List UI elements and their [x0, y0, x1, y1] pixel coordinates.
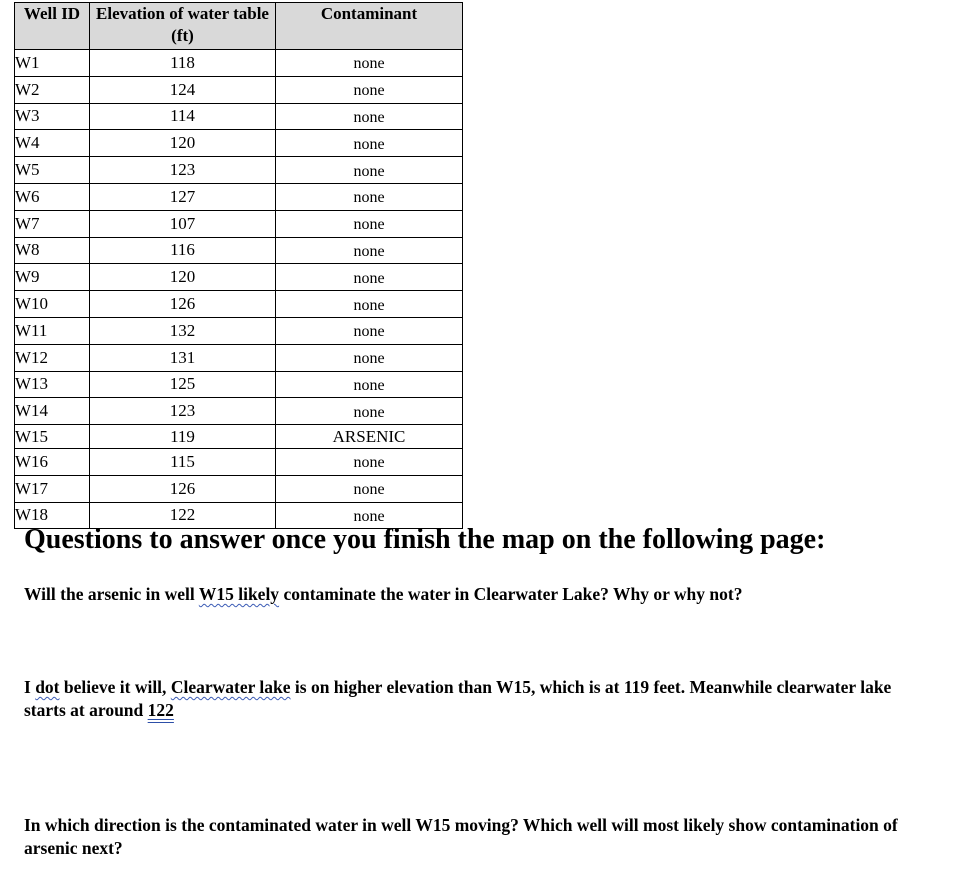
cell-contaminant: none: [276, 371, 463, 398]
table-row: [15, 130, 463, 157]
answer-1-flag-lake: Clearwater lake: [170, 677, 291, 697]
question-1-text-before: Will the arsenic in well: [24, 584, 199, 604]
table-row: [15, 291, 463, 318]
cell-well-id: W1: [15, 50, 90, 77]
cell-elevation: 126: [90, 291, 276, 318]
cell-well-id: W3: [15, 103, 90, 130]
cell-well-id: W10: [15, 291, 90, 318]
cell-elevation: 125: [90, 371, 276, 398]
cell-well-id: W5: [15, 157, 90, 184]
table-row: [15, 50, 463, 77]
cell-elevation: 119: [90, 425, 276, 449]
table-row: [15, 157, 463, 184]
cell-elevation: 124: [90, 76, 276, 103]
table-row: [15, 371, 463, 398]
cell-well-id: W12: [15, 344, 90, 371]
answer-1[interactable]: [24, 676, 924, 722]
table-body: [15, 50, 463, 529]
table-row: [15, 448, 463, 475]
table-row: [15, 398, 463, 425]
cell-well-id: W11: [15, 317, 90, 344]
cell-elevation: 123: [90, 398, 276, 425]
cell-well-id: W15: [15, 425, 90, 449]
cell-contaminant: none: [276, 103, 463, 130]
cell-contaminant: none: [276, 475, 463, 502]
cell-elevation: 122: [90, 502, 276, 529]
cell-elevation: 116: [90, 237, 276, 264]
question-1: [24, 583, 924, 606]
cell-elevation: 115: [90, 448, 276, 475]
cell-elevation: 118: [90, 50, 276, 77]
table-row: [15, 103, 463, 130]
question-2: In which direction is the contaminated water in well W15 moving? Which well will most likely show contamination of arsenic next?: [24, 815, 898, 858]
cell-contaminant: none: [276, 210, 463, 237]
cell-well-id: W2: [15, 76, 90, 103]
cell-contaminant: none: [276, 183, 463, 210]
cell-elevation: 120: [90, 264, 276, 291]
cell-elevation: 107: [90, 210, 276, 237]
cell-contaminant: none: [276, 130, 463, 157]
table-row: [15, 317, 463, 344]
cell-elevation: 127: [90, 183, 276, 210]
header-elevation: Elevation of water table (ft): [90, 3, 276, 50]
header-well-id: Well ID: [15, 3, 90, 50]
answer-1-part-3: is on higher elevation than W15, which is at 119 feet. Meanwhile clearwater lake starts at around: [24, 677, 892, 720]
cell-contaminant: none: [276, 448, 463, 475]
answer-1-flag-number: 122: [147, 700, 174, 720]
cell-contaminant: none: [276, 157, 463, 184]
cell-elevation: 132: [90, 317, 276, 344]
cell-well-id: W18: [15, 502, 90, 529]
table-row: [15, 183, 463, 210]
cell-well-id: W8: [15, 237, 90, 264]
cell-well-id: W17: [15, 475, 90, 502]
table-row: [15, 475, 463, 502]
cell-elevation: 120: [90, 130, 276, 157]
header-contaminant: Contaminant: [276, 3, 463, 50]
questions-heading: Questions to answer once you finish the map on the following page:: [24, 524, 826, 555]
table-row: [15, 237, 463, 264]
cell-well-id: W13: [15, 371, 90, 398]
table-row: [15, 210, 463, 237]
cell-contaminant: none: [276, 264, 463, 291]
cell-well-id: W6: [15, 183, 90, 210]
cell-well-id: W4: [15, 130, 90, 157]
table-row: [15, 344, 463, 371]
question-1-flagged-text: W15 likely: [198, 584, 280, 604]
well-data-table: [14, 2, 463, 529]
cell-contaminant: none: [276, 502, 463, 529]
cell-contaminant: none: [276, 76, 463, 103]
cell-contaminant: none: [276, 398, 463, 425]
answer-1-part-1: I: [24, 677, 36, 697]
table-row: [15, 264, 463, 291]
cell-contaminant: none: [276, 344, 463, 371]
question-1-text-after: contaminate the water in Clearwater Lake? Why or why not?: [279, 584, 743, 604]
cell-contaminant: none: [276, 237, 463, 264]
answer-1-flag-dot: dot: [35, 677, 60, 697]
answer-1-part-2: believe it will,: [59, 677, 171, 697]
cell-elevation: 126: [90, 475, 276, 502]
cell-elevation: 123: [90, 157, 276, 184]
cell-contaminant: none: [276, 317, 463, 344]
cell-contaminant: ARSENIC: [276, 425, 463, 449]
cell-well-id: W9: [15, 264, 90, 291]
cell-well-id: W7: [15, 210, 90, 237]
cell-elevation: 131: [90, 344, 276, 371]
table-row: [15, 76, 463, 103]
cell-contaminant: none: [276, 50, 463, 77]
table-row: [15, 425, 463, 449]
cell-elevation: 114: [90, 103, 276, 130]
cell-well-id: W16: [15, 448, 90, 475]
table-header-row: [15, 3, 463, 50]
cell-well-id: W14: [15, 398, 90, 425]
cell-contaminant: none: [276, 291, 463, 318]
